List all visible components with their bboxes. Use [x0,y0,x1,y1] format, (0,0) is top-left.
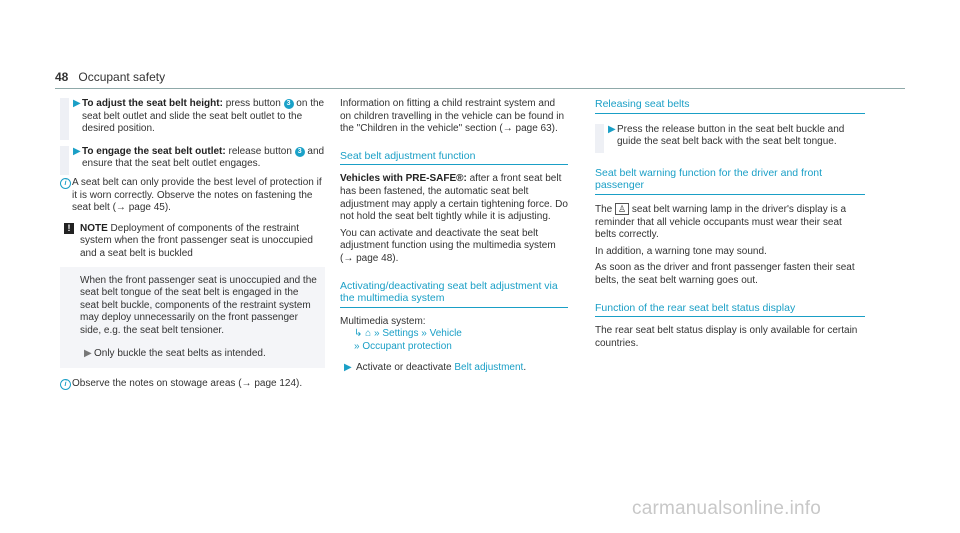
warning-text-3: As soon as the driver and front passenger fasten their seat belts, the seat belt warning goes out. [595,262,855,286]
note-step-text: Only buckle the seat belts as intended. [94,347,266,359]
watermark: carmanualsonline.info [632,498,822,519]
chevron-icon: » [374,328,380,340]
note-heading-text: Deployment of components of the restraint system when the front passenger seat is unoccupied and a seat belt is buckled [80,222,313,259]
column-3 [595,98,865,350]
header-divider [55,88,905,89]
step-adjust-height [60,98,325,140]
chevron-icon: » [421,328,427,340]
info-text: Observe the notes on stowage areas (→ page 124). [72,378,303,390]
note-body-text: When the front passenger seat is unoccupied and the seat belt tongue of the seat belt is engaged in the seat belt buckle, components of the restraint system may deploy unnecessarily on the front passenger side, e.g. the seat belt tensioner. [80,274,317,336]
info-icon: i [60,379,71,390]
step-arrow-icon: ▶ [344,361,352,373]
menu-settings[interactable]: Settings [382,328,419,340]
note-body [60,267,325,369]
step-heading: To adjust the seat belt height: [82,98,223,109]
page-number: 48 [55,70,69,84]
column-2 [340,98,568,378]
heading-adjust-function: Seat belt adjustment function [340,150,568,166]
seat-belt-lamp-icon: ♙ [615,203,629,215]
step-arrow-icon: ▶ [73,98,81,109]
step-heading: To engage the seat belt outlet: [82,145,226,157]
step-engage-outlet [60,146,325,175]
presafe-text: after a front seat belt has been fastened, the automatic seat belt adjustment may apply a certain tightening force. Do not hold the seat belt tightly while it is adjusting. [340,173,568,223]
chevron-icon: » [354,340,360,352]
heading-activating: Activating/deactivating seat belt adjustment via the multimedia system [340,280,568,308]
note-box [60,223,325,368]
info-protection [60,177,325,215]
rear-status-text: The rear seat belt status display is only available for certain countries. [595,325,858,349]
home-icon[interactable]: ⌂ [365,328,372,340]
heading-releasing: Releasing seat belts [595,98,865,114]
step-arrow-icon: ▶ [84,347,92,359]
page-header [55,71,165,84]
menu-vehicle[interactable]: Vehicle [429,328,462,340]
belt-adjustment-link[interactable]: Belt adjustment [454,361,524,373]
note-step [80,348,317,361]
step-activate [340,362,568,379]
step-text: on the seat belt outlet and slide the seat belt outlet to the desired position. [82,98,325,135]
path-arrow-icon: ↳ [354,328,363,340]
release-step-text: Press the release button in the seat belt buckle and guide the seat belt back with the seat belt tongue. [617,123,845,148]
info-stowage [60,378,325,391]
menu-occupant-protection[interactable]: Occupant protection [362,340,452,352]
step-text: release button [225,145,295,157]
info-text: A seat belt can only provide the best level of protection if it is worn correctly. Observe the notes on fastening the seat belt (→ page 45). [72,176,322,214]
column-1 [60,98,325,391]
section-title: Occupant safety [78,70,166,84]
multimedia-label: Multimedia system: [340,315,426,327]
activate-text: You can activate and deactivate the seat belt adjustment function using the multimedia system (→ page 48). [340,227,556,264]
warning-text-2: In addition, a warning tone may sound. [595,245,767,257]
step-text: and ensure that the seat belt outlet engages. [82,145,325,170]
note-title: NOTE [80,222,108,234]
step-release [595,124,865,153]
heading-warning: Seat belt warning function for the driver and front passenger [595,167,865,195]
step-text: press button [222,98,284,109]
note-heading [60,223,325,261]
menu-path [340,328,568,353]
step-arrow-icon: ▶ [73,145,81,157]
button-3-badge: 3 [284,99,294,109]
step-text: Activate or deactivate [356,361,455,373]
presafe-label: Vehicles with PRE-SAFE®: [340,173,467,185]
warning-text: The [595,203,616,215]
step-text: . [523,361,527,373]
heading-rear-status: Function of the rear seat belt status display [595,302,865,318]
step-arrow-icon: ▶ [608,123,616,135]
button-3-badge: 3 [295,147,305,157]
warning-text: seat belt warning lamp in the driver's display is a reminder that all vehicle occupants must wear their seat belts correctly. [595,203,847,241]
warning-icon: ! [64,223,74,234]
intro-text: Information on fitting a child restraint system and on children travelling in the vehicle can be found in the "Children in the vehicle" section (→ page 63). [340,98,565,135]
info-icon: i [60,178,71,189]
